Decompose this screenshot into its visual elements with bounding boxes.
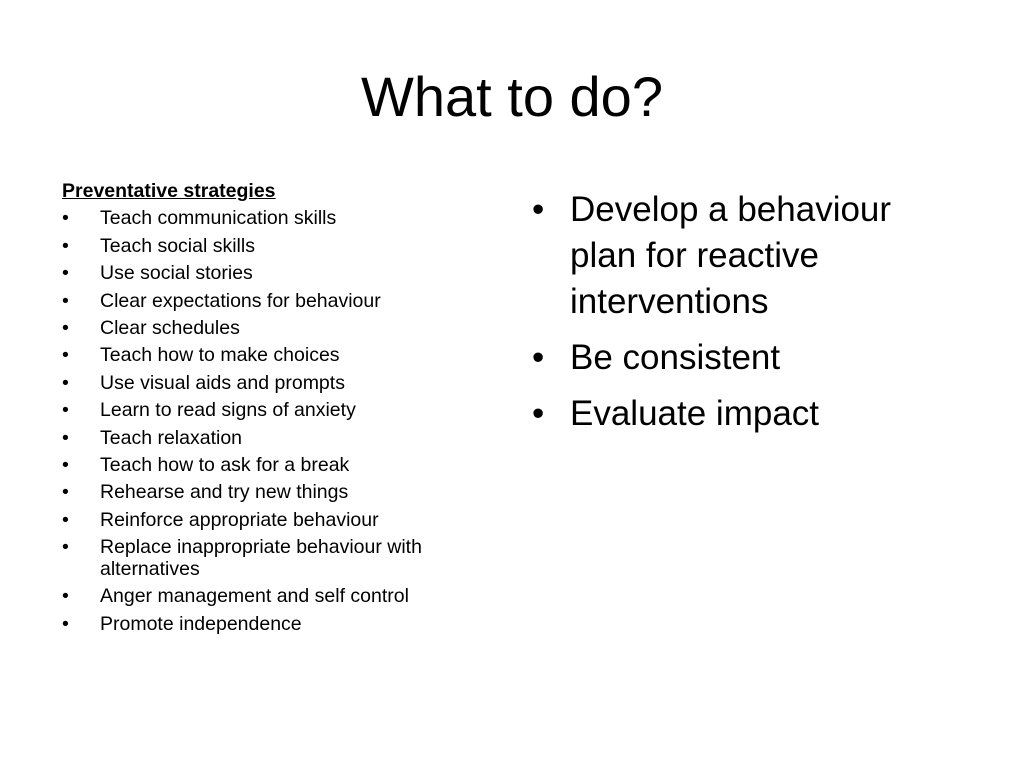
list-item	[62, 262, 502, 284]
list-item-text: Anger management and self control	[100, 585, 409, 608]
bullet-icon: •	[532, 190, 545, 229]
list-item-text: Use visual aids and prompts	[100, 371, 345, 394]
list-item-text: Teach communication skills	[100, 207, 337, 230]
bullet-icon: •	[62, 453, 69, 476]
slide-title: What to do?	[361, 65, 663, 128]
bullet-icon: •	[62, 399, 69, 422]
list-item-text: Teach how to ask for a break	[100, 453, 350, 476]
list-item	[62, 585, 502, 607]
bullet-icon: •	[62, 585, 69, 608]
list-item	[62, 509, 502, 531]
list-item-text: Replace inappropriate behaviour with alternatives	[100, 536, 422, 581]
preventative-strategies-column	[62, 180, 502, 640]
bullet-icon: •	[62, 481, 69, 504]
list-item	[62, 317, 502, 339]
list-item-text: Rehearse and try new things	[100, 481, 349, 504]
list-item	[62, 613, 502, 635]
list-item-text: Clear expectations for behaviour	[100, 289, 381, 312]
bullet-icon: •	[62, 508, 69, 531]
list-item-text: Reinforce appropriate behaviour	[100, 508, 379, 531]
bullet-icon: •	[62, 344, 69, 367]
list-item	[62, 427, 502, 449]
list-item-text: Be consistent	[570, 338, 781, 377]
reactive-strategies-list	[532, 187, 952, 437]
bullet-icon: •	[532, 394, 545, 433]
list-item	[62, 290, 502, 312]
list-item-text: Teach relaxation	[100, 426, 243, 449]
list-item	[62, 536, 502, 580]
preventative-strategies-heading: Preventative strategies	[62, 180, 276, 202]
list-item-text: Use social stories	[100, 262, 253, 285]
list-item	[532, 391, 952, 437]
bullet-icon: •	[62, 289, 69, 312]
list-item	[62, 344, 502, 366]
bullet-icon: •	[532, 338, 545, 377]
list-item	[532, 187, 952, 325]
list-item	[62, 454, 502, 476]
reactive-strategies-column	[532, 187, 952, 447]
bullet-icon: •	[62, 262, 69, 285]
list-item	[62, 235, 502, 257]
list-item	[532, 335, 952, 381]
bullet-icon: •	[62, 371, 69, 394]
bullet-icon: •	[62, 207, 69, 230]
list-item-text: Evaluate impact	[570, 394, 820, 433]
list-item-text: Teach social skills	[100, 234, 255, 257]
list-item-text: Learn to read signs of anxiety	[100, 399, 356, 422]
list-item-text: Clear schedules	[100, 316, 240, 339]
bullet-icon: •	[62, 234, 69, 257]
list-item	[62, 372, 502, 394]
bullet-icon: •	[62, 426, 69, 449]
list-item	[62, 207, 502, 229]
preventative-strategies-list	[62, 207, 502, 634]
list-item	[62, 481, 502, 503]
list-item	[62, 399, 502, 421]
bullet-icon: •	[62, 612, 69, 635]
list-item-text: Teach how to make choices	[100, 344, 340, 367]
bullet-icon: •	[62, 316, 69, 339]
list-item-text: Develop a behaviour plan for reactive interventions	[570, 190, 892, 321]
list-item-text: Promote independence	[100, 612, 302, 635]
bullet-icon: •	[62, 536, 69, 559]
